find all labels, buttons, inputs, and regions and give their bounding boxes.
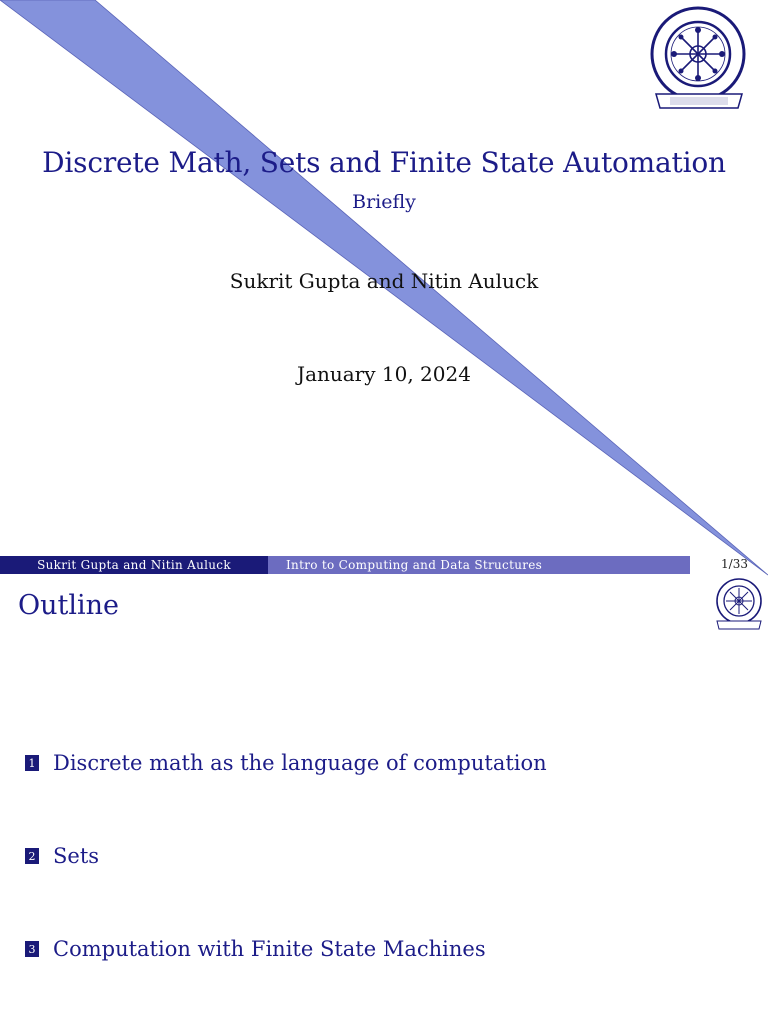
section-label: Discrete math as the language of computation: [53, 751, 547, 775]
page-number: 1/33: [721, 557, 748, 571]
footer-course: Intro to Computing and Data Structures: [268, 556, 690, 574]
section-number: 1: [25, 755, 39, 771]
section-label: Sets: [53, 844, 100, 868]
institute-logo-small: [711, 577, 767, 633]
section-number: 2: [25, 848, 39, 864]
section-number: 3: [25, 941, 39, 957]
footer-authors: Sukrit Gupta and Nitin Auluck: [0, 556, 268, 574]
outline-item-2[interactable]: [25, 844, 99, 868]
institute-logo: [642, 6, 757, 118]
outline-item-3[interactable]: [25, 937, 486, 961]
section-label: Computation with Finite State Machines: [53, 937, 486, 961]
footer-bar: [0, 556, 690, 574]
slide-subtitle: Briefly: [352, 191, 416, 213]
outline-item-1[interactable]: [25, 751, 547, 775]
slide-authors: Sukrit Gupta and Nitin Auluck: [229, 269, 539, 293]
outline-title: Outline: [18, 590, 120, 621]
slide-date: January 10, 2024: [297, 362, 471, 386]
slide-title: Discrete Math, Sets and Finite State Automation: [42, 146, 726, 179]
